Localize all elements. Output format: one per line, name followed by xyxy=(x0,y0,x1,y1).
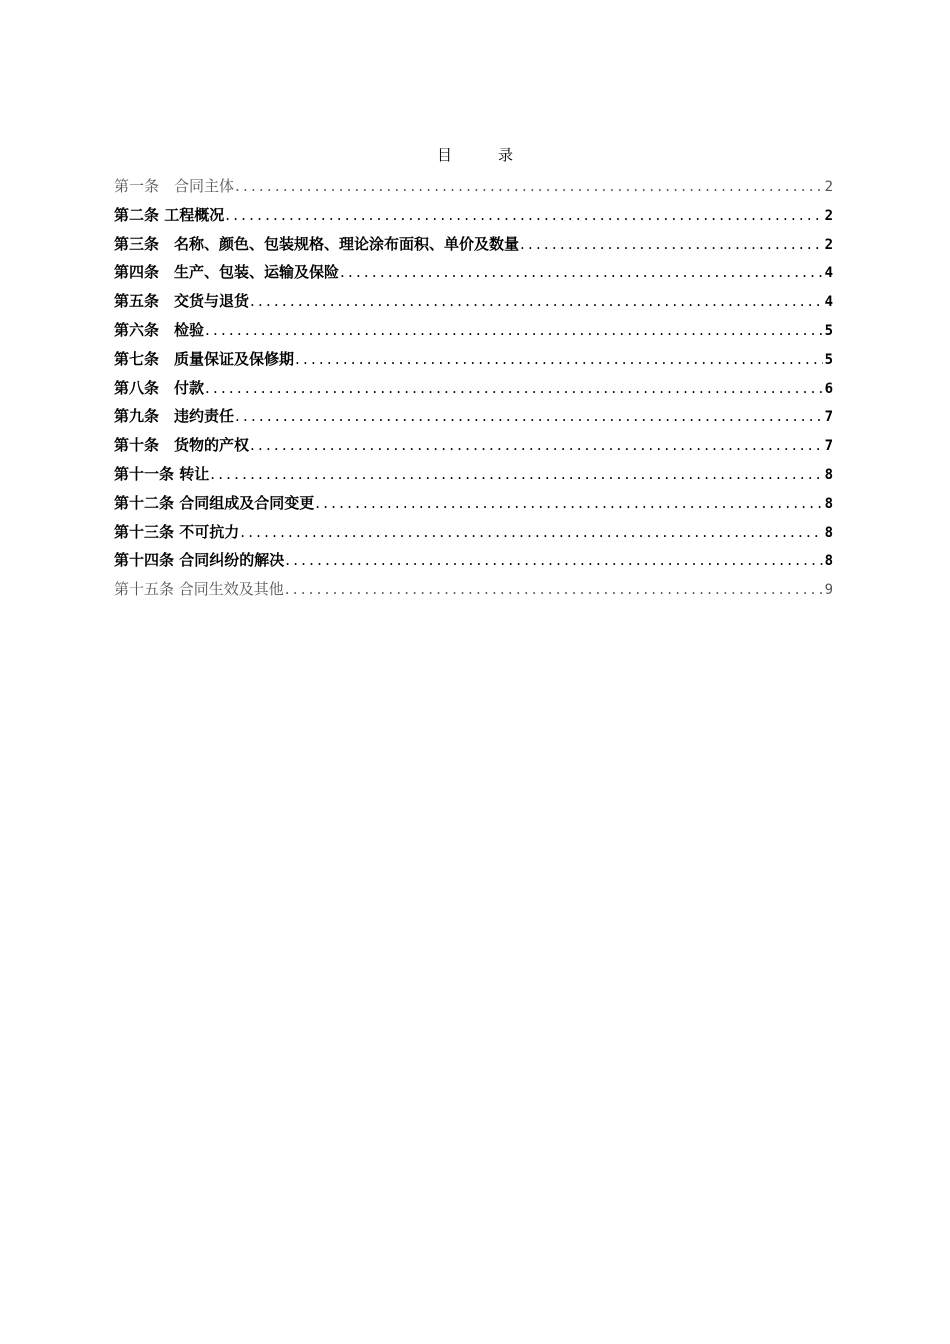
toc-leader-dots xyxy=(210,460,822,489)
toc-entry-page: 7 xyxy=(824,409,833,426)
toc-entry[interactable] xyxy=(114,431,833,460)
toc-entry-page: 6 xyxy=(824,380,833,397)
toc-entry[interactable] xyxy=(114,575,833,604)
toc-leader-dots xyxy=(295,345,823,374)
toc-leader-dots xyxy=(340,258,823,287)
toc-entry[interactable] xyxy=(114,201,833,230)
toc-leader-dots xyxy=(240,518,822,547)
toc-entry-page: 8 xyxy=(824,495,833,512)
toc-entry[interactable] xyxy=(114,287,833,316)
toc-entry-page: 5 xyxy=(824,322,833,339)
toc-entry-label: 第四条 生产、包装、运输及保险 xyxy=(114,263,340,282)
toc-title-left: 目 xyxy=(436,146,452,164)
toc-leader-dots xyxy=(235,402,823,431)
toc-entry-label: 第八条 付款 xyxy=(114,378,205,397)
toc-entry-page: 8 xyxy=(824,466,833,483)
toc-entry[interactable] xyxy=(114,489,833,518)
toc-leader-dots xyxy=(235,172,823,201)
toc-entry-label: 第七条 质量保证及保修期 xyxy=(114,349,295,368)
toc-entry-page: 2 xyxy=(824,207,833,224)
toc-entry-page: 8 xyxy=(824,524,833,541)
toc-entry-label: 第九条 违约责任 xyxy=(114,407,235,426)
toc-entry-label: 第二条 工程概况 xyxy=(114,205,225,224)
toc-entry[interactable] xyxy=(114,546,833,575)
toc-entry-label: 第十二条 合同组成及合同变更 xyxy=(114,493,315,512)
toc-entry[interactable] xyxy=(114,402,833,431)
toc-leader-dots xyxy=(225,201,822,230)
toc-entry[interactable] xyxy=(114,374,833,403)
toc-entry[interactable] xyxy=(114,230,833,259)
toc-entry[interactable] xyxy=(114,172,833,201)
toc-entry-label: 第十四条 合同纠纷的解决 xyxy=(114,551,285,570)
toc-entry-label: 第十一条 转让 xyxy=(114,464,210,483)
toc-entry-label: 第十三条 不可抗力 xyxy=(114,522,240,541)
toc-leader-dots xyxy=(285,546,822,575)
toc-entry-page: 2 xyxy=(824,236,833,253)
toc-entry[interactable] xyxy=(114,258,833,287)
toc-leader-dots xyxy=(315,489,822,518)
toc-leader-dots xyxy=(205,374,823,403)
toc-entry-page: 8 xyxy=(824,553,833,570)
toc-entry-page: 5 xyxy=(824,351,833,368)
toc-entry-page: 4 xyxy=(824,294,833,311)
toc-entry-label: 第六条 检验 xyxy=(114,320,205,339)
toc-leader-dots xyxy=(285,575,823,604)
toc-entry-page: 9 xyxy=(824,582,833,599)
toc-entry-label: 第十条 货物的产权 xyxy=(114,436,250,455)
toc-leader-dots xyxy=(520,230,823,259)
toc-entry-label: 第一条 合同主体 xyxy=(114,177,235,195)
toc-title xyxy=(0,144,950,165)
toc-leader-dots xyxy=(250,287,823,316)
toc-entry[interactable] xyxy=(114,518,833,547)
toc-entry[interactable] xyxy=(114,460,833,489)
toc-entry[interactable] xyxy=(114,316,833,345)
toc-title-right: 录 xyxy=(498,146,514,164)
toc-entry-page: 2 xyxy=(824,179,833,195)
toc-entry-label: 第五条 交货与退货 xyxy=(114,292,250,311)
toc-leader-dots xyxy=(250,431,823,460)
table-of-contents xyxy=(114,172,833,604)
toc-entry[interactable] xyxy=(114,345,833,374)
toc-entry-page: 4 xyxy=(824,265,833,282)
toc-entry-label: 第三条 名称、颜色、包装规格、理论涂布面积、单价及数量 xyxy=(114,234,520,253)
toc-entry-page: 7 xyxy=(824,438,833,455)
toc-entry-label: 第十五条 合同生效及其他 xyxy=(114,580,284,599)
toc-leader-dots xyxy=(205,316,823,345)
